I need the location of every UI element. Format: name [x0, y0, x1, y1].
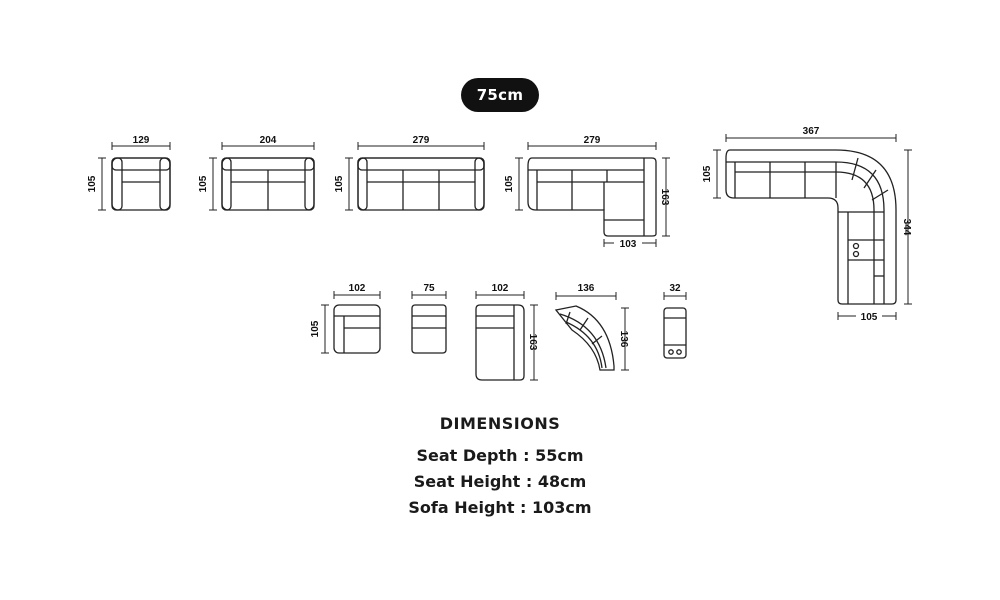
height-badge: 75cm	[461, 78, 539, 112]
chaise-sofa-depth-label: 105	[504, 175, 515, 193]
three-seater-width-label: 279	[412, 135, 430, 146]
dimensions-title: DIMENSIONS	[439, 414, 561, 433]
single-arm-drawing	[310, 283, 380, 353]
corner-sofa-depth-label: 105	[702, 165, 713, 183]
console-width-label: 32	[669, 283, 681, 294]
single-arm-width-label: 102	[348, 283, 366, 294]
seat-height-label: Seat Height	[413, 472, 521, 491]
seat-height-spec: Seat Height : 48cm	[413, 472, 587, 491]
sofa-height-value: 103cm	[532, 498, 592, 517]
console-drawing	[664, 283, 686, 358]
sofa-height-label: Sofa Height	[408, 498, 515, 517]
two-seater-depth-label: 105	[198, 175, 209, 193]
sofa-height-spec: Sofa Height : 103cm	[408, 498, 592, 517]
chaise-end-width-label: 102	[491, 283, 509, 294]
corner-sofa-drawing	[702, 126, 912, 323]
chaise-end-drawing	[476, 283, 538, 380]
three-seater-drawing	[334, 135, 484, 210]
corner-sofa-end-width-label: 105	[860, 312, 878, 323]
corner-wedge-depth-label: 136	[618, 330, 629, 348]
chaise-sofa-chaise-depth-label: 163	[659, 188, 670, 206]
three-seater-depth-label: 105	[334, 175, 345, 193]
chaise-sofa-drawing	[504, 135, 670, 250]
chaise-sofa-chaise-width-label: 103	[619, 239, 637, 250]
seat-depth-value: 55cm	[535, 446, 584, 465]
two-seater-width-label: 204	[259, 135, 277, 146]
corner-wedge-width-label: 136	[577, 283, 595, 294]
chaise-sofa-width-label: 279	[583, 135, 601, 146]
chaise-end-depth-label: 163	[527, 333, 538, 351]
seat-height-value: 48cm	[537, 472, 587, 491]
armless-width-label: 75	[423, 283, 435, 294]
two-seater-drawing	[198, 135, 314, 210]
corner-sofa-width-label: 367	[802, 126, 820, 137]
armchair-drawing	[87, 135, 170, 210]
seat-depth-spec: Seat Depth : 55cm	[416, 446, 584, 465]
corner-wedge-drawing	[556, 283, 629, 370]
armchair-depth-label: 105	[87, 175, 98, 193]
corner-sofa-length-label: 344	[901, 218, 912, 236]
single-arm-depth-label: 105	[310, 320, 321, 338]
armchair-width-label: 129	[132, 135, 150, 146]
seat-depth-label: Seat Depth	[416, 446, 518, 465]
armless-drawing	[412, 283, 446, 353]
